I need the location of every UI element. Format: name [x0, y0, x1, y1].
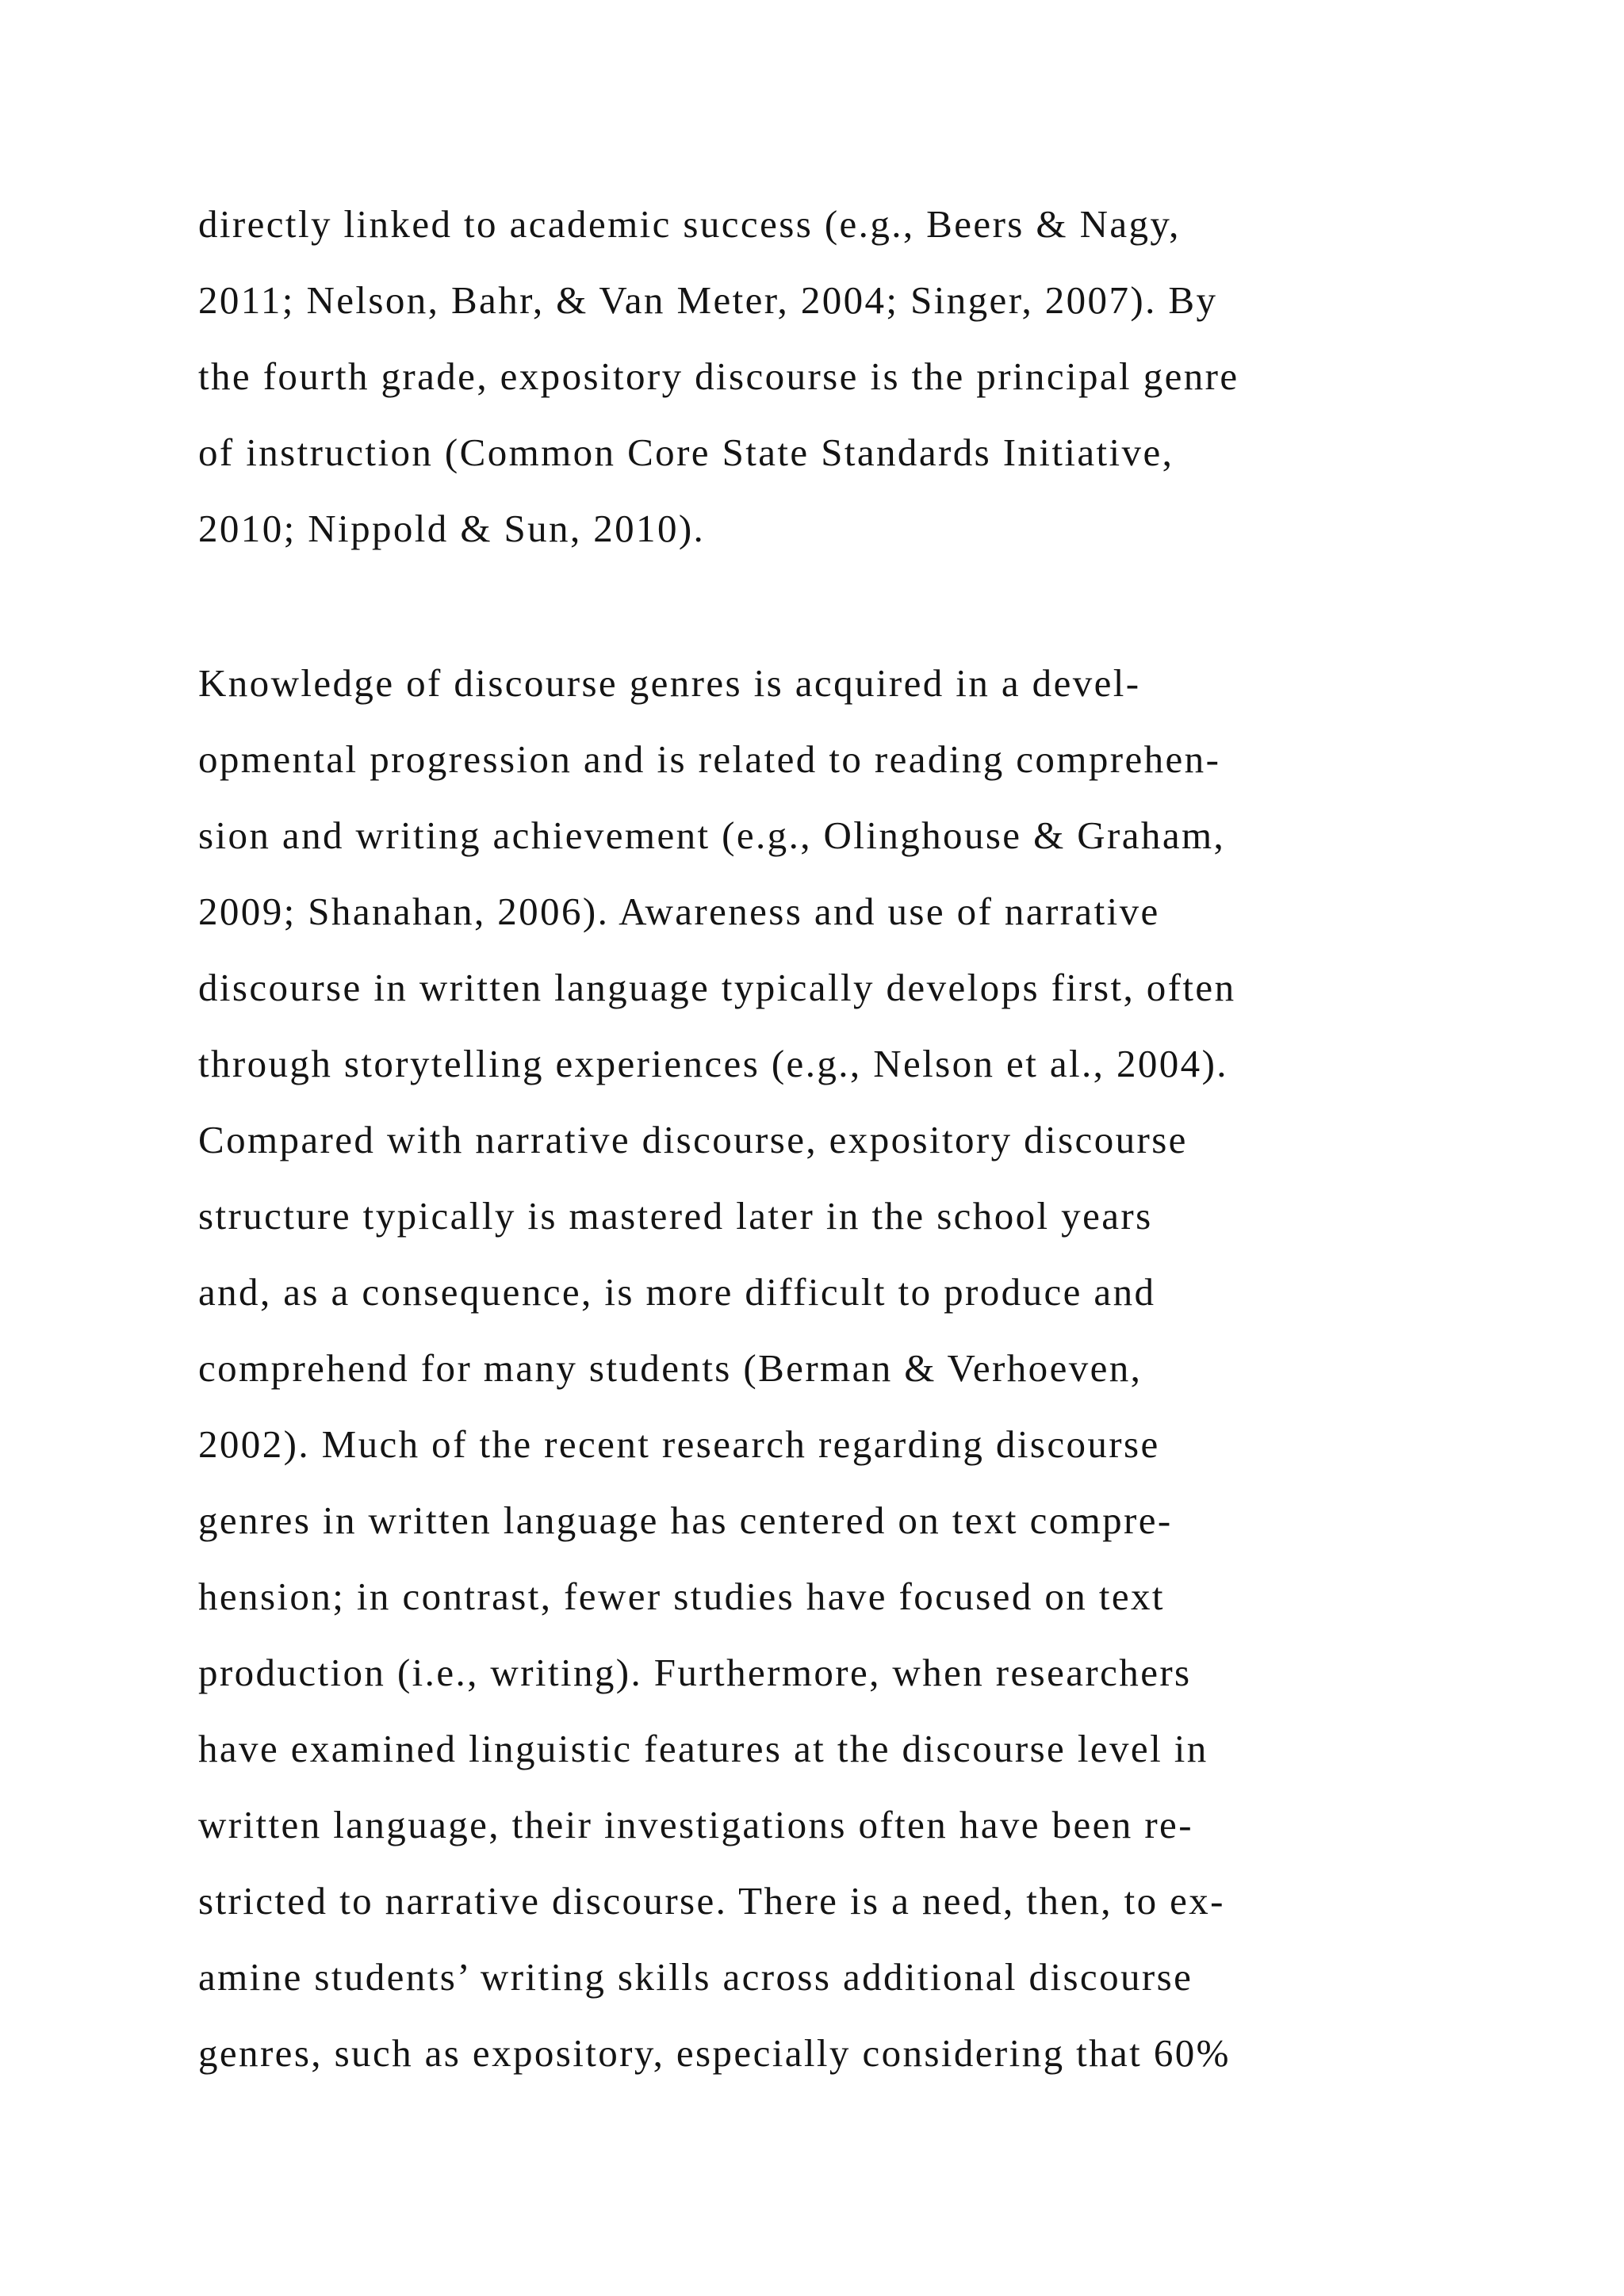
text-line: comprehend for many students (Berman & Verhoeven, — [198, 1346, 1143, 1390]
text-line: of instruction (Common Core State Standards Initiative, — [198, 430, 1174, 474]
paragraph-1 — [198, 186, 1435, 567]
text-line: Knowledge of discourse genres is acquired in a devel- — [198, 661, 1141, 705]
text-line: 2002). Much of the recent research regarding discourse — [198, 1422, 1160, 1466]
text-line: hension; in contrast, fewer studies have focused on text — [198, 1575, 1165, 1618]
text-line: genres in written language has centered on text compre- — [198, 1498, 1173, 1542]
text-line: genres, such as expository, especially considering that 60% — [198, 2031, 1231, 2075]
text-line: 2010; Nippold & Sun, 2010). — [198, 507, 706, 550]
paragraph-2 — [198, 645, 1435, 2091]
text-line: through storytelling experiences (e.g., Nelson et al., 2004). — [198, 1042, 1228, 1085]
text-line: the fourth grade, expository discourse is the principal genre — [198, 354, 1239, 398]
text-line: sion and writing achievement (e.g., Olinghouse & Graham, — [198, 813, 1226, 857]
text-line: Compared with narrative discourse, expository discourse — [198, 1118, 1188, 1161]
text-line: discourse in written language typically develops first, often — [198, 966, 1236, 1009]
text-line: have examined linguistic features at the discourse level in — [198, 1727, 1208, 1770]
text-line: stricted to narrative discourse. There is a need, then, to ex- — [198, 1879, 1225, 1923]
text-line: and, as a consequence, is more difficult to produce and — [198, 1270, 1156, 1314]
text-line: directly linked to academic success (e.g., Beers & Nagy, — [198, 202, 1181, 246]
text-line: opmental progression and is related to reading comprehen- — [198, 737, 1221, 781]
text-line: structure typically is mastered later in the school years — [198, 1194, 1153, 1238]
text-line: 2011; Nelson, Bahr, & Van Meter, 2004; Singer, 2007). By — [198, 278, 1218, 322]
text-line: amine students’ writing skills across additional discourse — [198, 1955, 1193, 1999]
text-line: 2009; Shanahan, 2006). Awareness and use of narrative — [198, 890, 1160, 933]
text-line: written language, their investigations often have been re- — [198, 1803, 1193, 1846]
text-line: production (i.e., writing). Furthermore, when researchers — [198, 1651, 1192, 1694]
